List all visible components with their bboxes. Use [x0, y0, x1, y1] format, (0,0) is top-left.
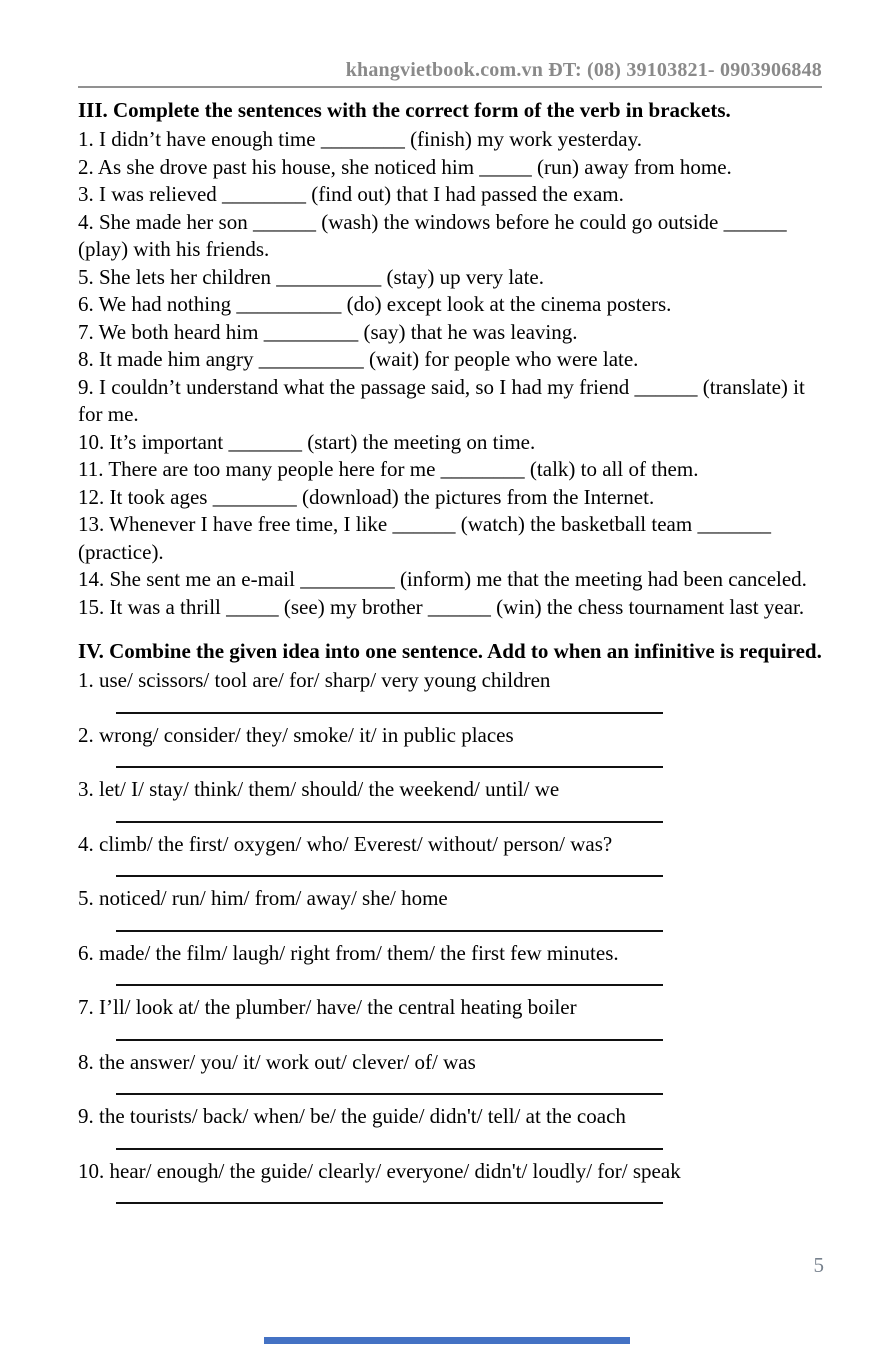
combine-item-block [78, 1103, 822, 1150]
answer-line [116, 821, 663, 823]
combine-item-block [78, 885, 822, 932]
exercise-item: 5. She lets her children __________ (stay) up very late. [78, 264, 544, 289]
combine-item-block [78, 722, 822, 769]
exercise-item: 4. climb/ the first/ oxygen/ who/ Everest/ without/ person/ was? [78, 831, 613, 856]
answer-line [116, 1039, 663, 1041]
exercise-item: 6. made/ the film/ laugh/ right from/ them/ the first few minutes. [78, 940, 619, 965]
combine-item-block [78, 1158, 822, 1205]
page-content [78, 0, 822, 1212]
exercise-item: 1. use/ scissors/ tool are/ for/ sharp/ very young children [78, 668, 551, 692]
section3-title: III. Complete the sentences with the correct form of the verb in brackets. [78, 98, 731, 122]
exercise-item: 10. It’s important _______ (start) the meeting on time. [78, 429, 536, 454]
exercise-item: 9. the tourists/ back/ when/ be/ the guide/ didn't/ tell/ at the coach [78, 1104, 626, 1128]
exercise-item: 2. As she drove past his house, she noticed him _____ (run) away from home. [78, 154, 732, 179]
answer-line [116, 766, 663, 768]
exercise-item: 9. I couldn’t understand what the passage said, so I had my friend ______ (translate) it for me. [78, 374, 805, 426]
combine-item-block [78, 831, 822, 878]
exercise-item: 6. We had nothing __________ (do) except look at the cinema posters. [78, 292, 672, 316]
exercise-item: 5. noticed/ run/ him/ from/ away/ she/ home [78, 886, 448, 910]
combine-item-block [78, 994, 822, 1041]
answer-line [116, 1093, 663, 1095]
answer-line [116, 984, 663, 986]
combine-item-block [78, 667, 822, 714]
answer-line [116, 1148, 663, 1150]
combine-item-block [78, 940, 822, 987]
exercise-item: 4. She made her son ______ (wash) the windows before he could go outside ______ (play) with his friends. [78, 209, 787, 261]
exercise-item: 14. She sent me an e-mail _________ (inform) me that the meeting had been canceled. [78, 567, 807, 591]
answer-line [116, 930, 663, 932]
exercise-item: 8. It made him angry __________ (wait) for people who were late. [78, 347, 639, 371]
exercise-item: 12. It took ages ________ (download) the pictures from the Internet. [78, 484, 655, 509]
combine-item-block [78, 1049, 822, 1096]
exercise-item: 7. We both heard him _________ (say) that he was leaving. [78, 319, 578, 344]
exercise-item: 13. Whenever I have free time, I like ______ (watch) the basketball team _______ (practice). [78, 512, 771, 564]
answer-line [116, 712, 663, 714]
exercise-item: 11. There are too many people here for me ________ (talk) to all of them. [78, 457, 699, 481]
exercise-item: 3. I was relieved ________ (find out) that I had passed the exam. [78, 182, 624, 206]
page-header [78, 0, 822, 88]
section4-title: IV. Combine the given idea into one sentence. Add to when an infinitive is required. [78, 639, 822, 663]
exercise-item: 3. let/ I/ stay/ think/ them/ should/ the weekend/ until/ we [78, 777, 560, 801]
exercise-item: 15. It was a thrill _____ (see) my brother ______ (win) the chess tournament last year. [78, 594, 805, 619]
header-site-phone: khangvietbook.com.vn ĐT: (08) 39103821- 0903906848 [345, 59, 822, 81]
exercise-item: 1. I didn’t have enough time ________ (finish) my work yesterday. [78, 127, 642, 151]
answer-line [116, 1202, 663, 1204]
exercise-item: 8. the answer/ you/ it/ work out/ clever/ of/ was [78, 1049, 476, 1074]
footer-accent-bar [264, 1337, 630, 1344]
exercise-item: 7. I’ll/ look at/ the plumber/ have/ the central heating boiler [78, 995, 577, 1019]
page-number: 5 [813, 1253, 824, 1277]
exercise-item: 2. wrong/ consider/ they/ smoke/ it/ in public places [78, 722, 514, 747]
answer-line [116, 875, 663, 877]
exercise-item: 10. hear/ enough/ the guide/ clearly/ everyone/ didn't/ loudly/ for/ speak [78, 1158, 681, 1183]
combine-item-block [78, 776, 822, 823]
